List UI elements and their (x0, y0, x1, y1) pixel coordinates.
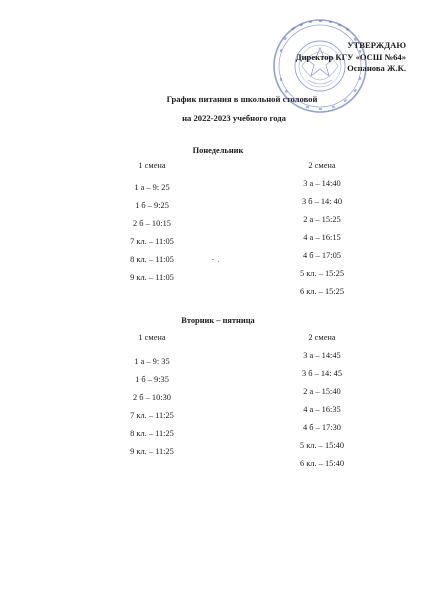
shift-2-label: 2 смена (308, 333, 336, 342)
monday-heading: Понедельник (192, 146, 244, 155)
schedule-item: 1 а – 9: 35 (134, 357, 170, 366)
schedule-item: 1 б – 9:35 (135, 375, 169, 384)
schedule-item: 2 а – 15:25 (303, 215, 341, 224)
scan-speck (218, 261, 219, 262)
schedule-item: 6 кл. – 15:40 (299, 459, 345, 468)
shift-1-label: 1 смена (138, 161, 166, 170)
scan-speck (212, 259, 214, 260)
approval-position: Директор КГУ «ОСШ №64» (295, 51, 406, 62)
schedule-item: 3 б – 14: 45 (301, 369, 343, 378)
schedule-item: 4 б – 17:05 (303, 251, 341, 260)
schedule-item: 1 б – 9:25 (135, 201, 169, 210)
schedule-item: 8 кл. – 11:05 (130, 255, 174, 264)
document-title (0, 90, 436, 128)
schedule-item: 3 б – 14: 40 (301, 197, 343, 206)
title-line-2: на 2022-2023 учебного года (182, 113, 286, 123)
schedule-item: 7 кл. – 11:25 (130, 411, 174, 420)
schedule-item: 8 кл. – 11:25 (130, 429, 174, 438)
schedule-item: 4 б – 17:30 (303, 423, 341, 432)
schedule-item: 3 а – 14:40 (303, 179, 341, 188)
schedule-item: 9 кл. – 11:05 (130, 273, 174, 282)
schedule-item: 1 а – 9: 25 (134, 183, 170, 192)
schedule-item: 5 кл. – 15:40 (299, 441, 345, 450)
schedule-item: 2 б – 10:15 (133, 219, 171, 228)
schedule-item: 9 кл. – 11:25 (130, 447, 174, 456)
schedule-item: 5 кл. – 15:25 (299, 269, 345, 278)
schedule-item: 3 а – 14:45 (303, 351, 341, 360)
schedule-item: 2 б – 10:30 (133, 393, 171, 402)
approval-block (236, 40, 406, 75)
approval-name: Оспанова Ж.К. (347, 63, 406, 73)
shift-2-label: 2 смена (308, 161, 336, 170)
schedule-item: 4 а – 16:15 (303, 233, 341, 242)
schedule-item: 4 а – 16:35 (303, 405, 341, 414)
title-line-1: График питания в школьной столовой (166, 94, 318, 104)
schedule-item: 7 кл. – 11:05 (130, 237, 174, 246)
schedule-item: 2 а – 15:40 (303, 387, 341, 396)
schedule-item: 6 кл. – 15:25 (299, 287, 345, 296)
tuesday-friday-heading: Вторник – пятница (181, 316, 255, 325)
shift-1-label: 1 смена (138, 333, 166, 342)
approval-heading: УТВЕРЖДАЮ (347, 40, 406, 50)
